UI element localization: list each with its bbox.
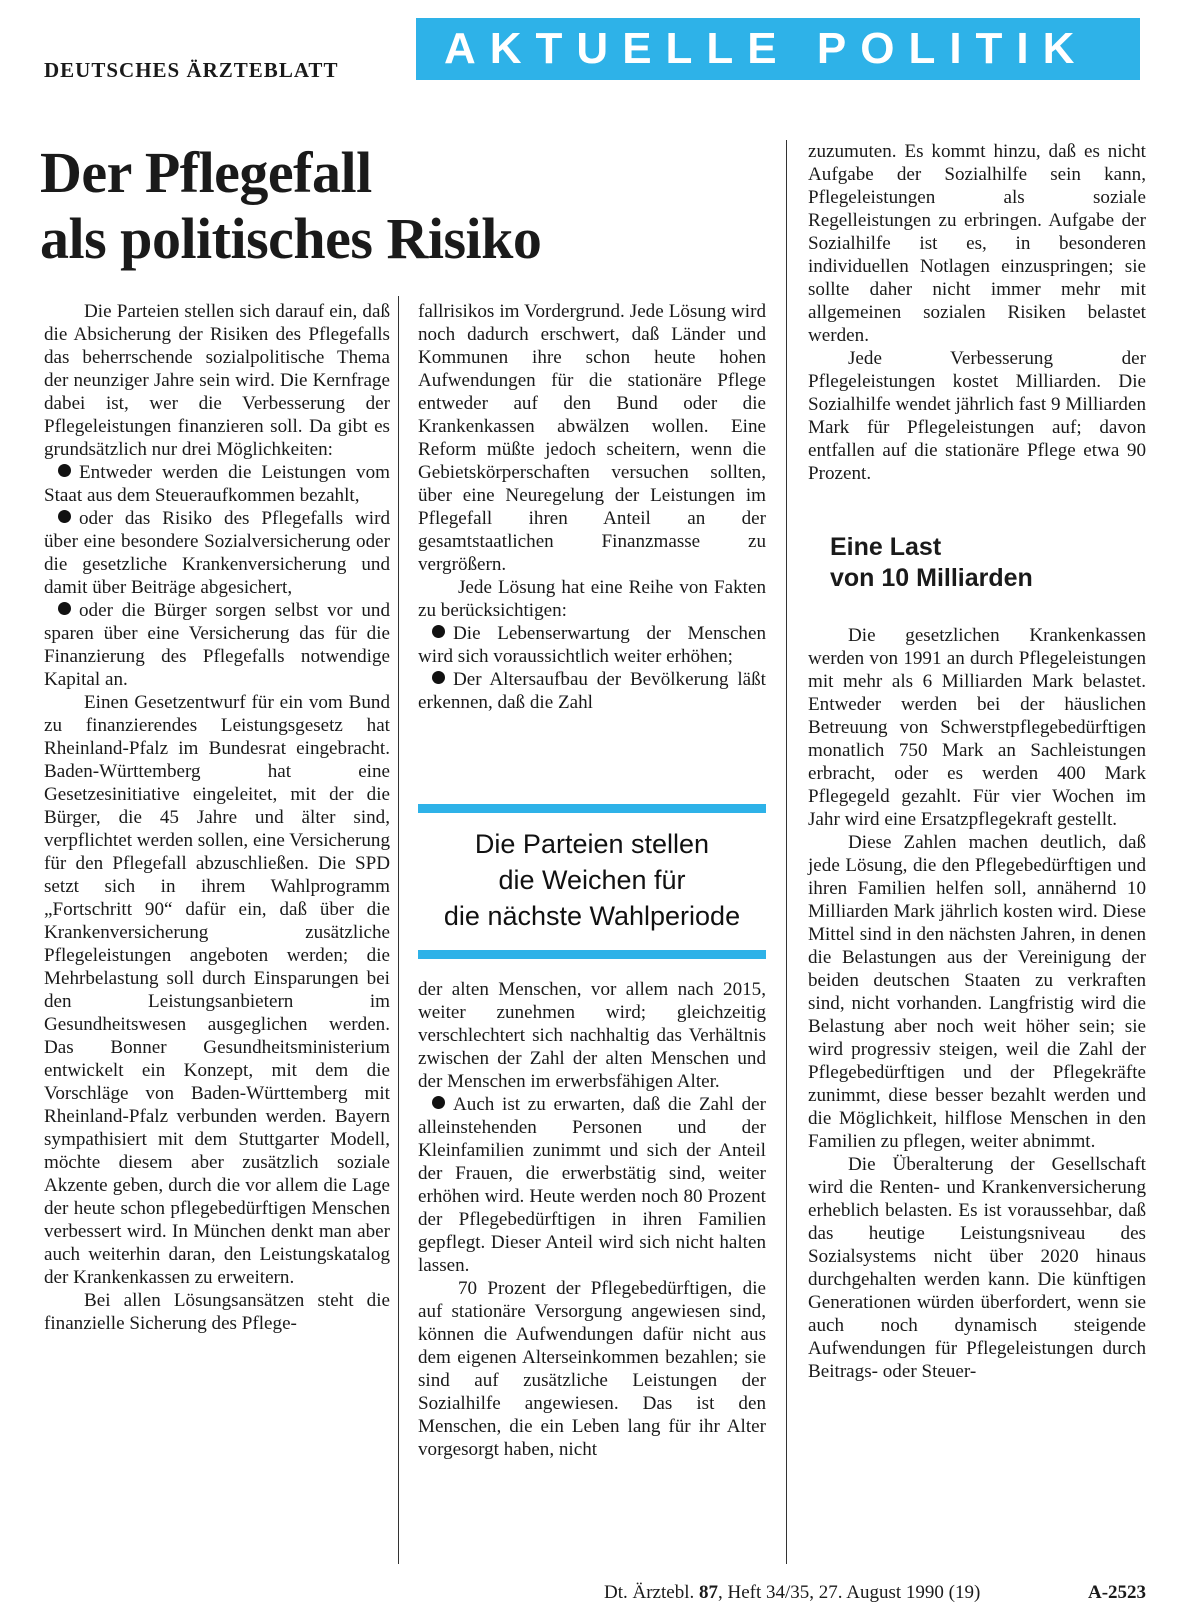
- paragraph: der alten Menschen, vor allem nach 2015, weiter zunehmen wird; gleichzeitig verschlechtert sich nachhaltig das Verhältnis zwischen der Zahl der alten Menschen und der Menschen im erwerbsfähigen Alter.: [418, 979, 766, 1092]
- pull-quote-line: Die Parteien stellen: [474, 829, 710, 859]
- pull-quote-line: die nächste Wahlperiode: [443, 901, 741, 931]
- paragraph: Die Parteien stellen sich darauf ein, daß die Absicherung der Risiken des Pflegefalls das beherrschende sozialpolitische Thema der neunziger Jahre sein wird. Die Kernfrage dabei ist, wer die Verbesserung der Pflegeleistungen finanzieren soll. Da gibt es grundsätzlich nur drei Möglichkeiten:: [44, 301, 390, 460]
- bullet-item: oder das Risiko des Pflegefalls wird über eine besondere Sozialversicherung oder die gesetzliche Krankenversicherung und damit über Beiträge abgesichert,: [44, 508, 390, 598]
- bullet-item: Auch ist zu erwarten, daß die Zahl der alleinstehenden Personen und der Kleinfamilien zunimmt und sich der Anteil der Frauen, die erwerbstätig sind, weiter erhöhen wird. Heute werden noch 80 Prozent der Pflegebedürftigen in ihren Familien gepflegt. Dieser Anteil wird sich nicht halten lassen.: [418, 1094, 766, 1276]
- pull-quote-text: [418, 826, 766, 934]
- bullet-icon: [432, 671, 445, 684]
- title-line-2: als politisches Risiko: [40, 206, 542, 271]
- pull-quote-bottom-bar: [418, 950, 766, 959]
- bullet-icon: [58, 510, 71, 523]
- column-3-top: [808, 140, 1146, 485]
- paragraph: 70 Prozent der Pflegebedürftigen, die auf stationäre Versorgung angewiesen sind, können die Aufwendungen dafür nicht aus dem eigenen Alterseinkommen bezahlen; sie sind auf zusätzliche Leistungen der Sozialhilfe angewiesen. Das ist den Menschen, die ein Leben lang für ihr Alter vorgesorgt haben, nicht: [418, 1278, 766, 1460]
- column-rule-2: [786, 140, 787, 1564]
- paragraph: Einen Gesetzentwurf für ein vom Bund zu finanzierendes Leistungsgesetz hat Rheinland-Pfalz im Bundesrat eingebracht. Baden-Württemberg hat eine Gesetzesinitiative eingeleitet, mit der die Bürger, die 45 Jahre und älter sind, verpflichtet werden sollen, eine Versicherung für den Pflegefall abzuschließen. Die SPD setzt sich in ihrem Wahlprogramm „Fortschritt 90“ dafür ein, daß über die Krankenversicherung zusätzliche Pflegeleistungen angeboten werden; die Mehrbelastung soll durch Einsparungen bei den Leistungsanbietern im Gesundheitswesen ausgeglichen werden. Das Bonner Gesundheitsministerium entwickelt ein Konzept, mit dem die Vorschläge von Baden-Württemberg mit Rheinland-Pfalz verbunden werden. Bayern sympathisiert mit dem Stuttgarter Modell, möchte diesem aber zusätzlich soziale Akzente geben, durch die vor allem die Lage der heute schon pflegebedürftigen Menschen verbessert wird. In München denkt man aber auch weiterhin daran, den Leistungskatalog der Krankenkassen zu erweitern.: [44, 692, 390, 1288]
- bullet-item: Entweder werden die Leistungen vom Staat aus dem Steueraufkommen bezahlt,: [44, 462, 390, 506]
- bullet-item: Der Altersaufbau der Bevölkerung läßt erkennen, daß die Zahl: [418, 669, 766, 713]
- page-number: A-2523: [1088, 1582, 1147, 1603]
- citation: Dt. Ärztebl. 87, Heft 34/35, 27. August 1990 (19): [604, 1582, 981, 1603]
- bullet-icon: [58, 464, 71, 477]
- column-2-bottom: [418, 978, 766, 1461]
- column-rule-1: [398, 296, 399, 1564]
- pull-quote: [418, 804, 766, 964]
- masthead: DEUTSCHES ÄRZTEBLATT: [44, 58, 339, 82]
- paragraph: Die Überalterung der Gesellschaft wird die Renten- und Krankenversicherung erheblich belasten. Es ist voraussehbar, daß das heutige Leistungsniveau des Sozialsystems nicht über 2020 hinaus durchgehalten werden kann. Die künftigen Generationen würden überfordert, wenn sie auch noch dynamisch steigende Aufwendungen für Pflegeleistungen durch Beitrags- oder Steuer-: [808, 1154, 1146, 1382]
- bullet-item: Die Lebenserwartung der Menschen wird sich voraussichtlich weiter erhöhen;: [418, 623, 766, 667]
- pull-quote-line: die Weichen für: [498, 865, 686, 895]
- paragraph: Diese Zahlen machen deutlich, daß jede Lösung, die den Pflegebedürftigen und ihren Familien helfen soll, annähernd 10 Milliarden Mark jährlich kosten wird. Diese Mittel sind in den nächsten Jahren, in denen die Belastungen aus der Vereinigung der beiden deutschen Staaten zu verkraften sind, nicht vorhanden. Langfristig wird die Belastung aber noch weit höher sein; sie wird progressiv steigen, weil die Zahl der Pflegebedürftigen und der Pflegekräfte zunimmt, diese besser bezahlt werden und die Möglichkeit, hilflose Menschen in den Familien zu pflegen, weiter abnimmt.: [808, 832, 1146, 1152]
- paragraph: fallrisikos im Vordergrund. Jede Lösung wird noch dadurch erschwert, daß Länder und Kommunen ihre schon heute hohen Aufwendungen für die stationäre Pflege entweder auf den Bund oder die Krankenkassen abwälzen wollen. Eine Reform müßte jedoch scheitern, wenn die Gebietskörperschaften versuchen sollten, über eine Neuregelung der Leistungen im Pflegefall ihren Anteil an der gesamtstaatlichen Finanzmasse zu vergrößern.: [418, 301, 766, 575]
- pull-quote-top-bar: [418, 804, 766, 813]
- paragraph: Die gesetzlichen Krankenkassen werden von 1991 an durch Pflegeleistungen mit mehr als 6 Milliarden Mark belastet. Entweder werden bei der häuslichen Betreuung von Schwerstpflegebedürftigen monatlich 750 Mark an Sachleistungen erbracht, oder es werden 400 Mark Pflegegeld gezahlt. Für vier Wochen im Jahr wird eine Ersatzpflegekraft gestellt.: [808, 625, 1146, 830]
- title-line-1: Der Pflegefall: [40, 140, 372, 205]
- bullet-icon: [432, 1096, 445, 1109]
- paragraph: Bei allen Lösungsansätzen steht die finanzielle Sicherung des Pflege-: [44, 1290, 390, 1334]
- paragraph: Jede Verbesserung der Pflegeleistungen kostet Milliarden. Die Sozialhilfe wendet jährlich fast 9 Milliarden Mark für Pflegeleistungen auf; davon entfallen auf die stationäre Pflege etwa 90 Prozent.: [808, 348, 1146, 484]
- bullet-item: oder die Bürger sorgen selbst vor und sparen über eine Versicherung das für die Finanzierung des Pflegefalls notwendige Kapital an.: [44, 600, 390, 690]
- column-3-bottom: [808, 624, 1146, 1383]
- paragraph: zuzumuten. Es kommt hinzu, daß es nicht Aufgabe der Sozialhilfe sein kann, Pflegeleistungen als soziale Regelleistungen zu erbringen. Aufgabe der Sozialhilfe ist es, in besonderen individuellen Notlagen einzuspringen; sie sollte daher nicht immer mehr mit allgemeinen sozialen Risiken belastet werden.: [808, 141, 1146, 346]
- subhead-line: Eine Last: [830, 533, 942, 561]
- column-2-top: [418, 300, 766, 714]
- article-title: [40, 140, 780, 272]
- subhead-line: von 10 Milliarden: [830, 564, 1033, 592]
- paragraph: Jede Lösung hat eine Reihe von Fakten zu berücksichtigen:: [418, 577, 766, 621]
- section-banner: AKTUELLE POLITIK: [416, 18, 1140, 80]
- bullet-icon: [58, 602, 71, 615]
- section-subhead: [830, 532, 1033, 594]
- column-1: [44, 300, 390, 1335]
- bullet-icon: [432, 625, 445, 638]
